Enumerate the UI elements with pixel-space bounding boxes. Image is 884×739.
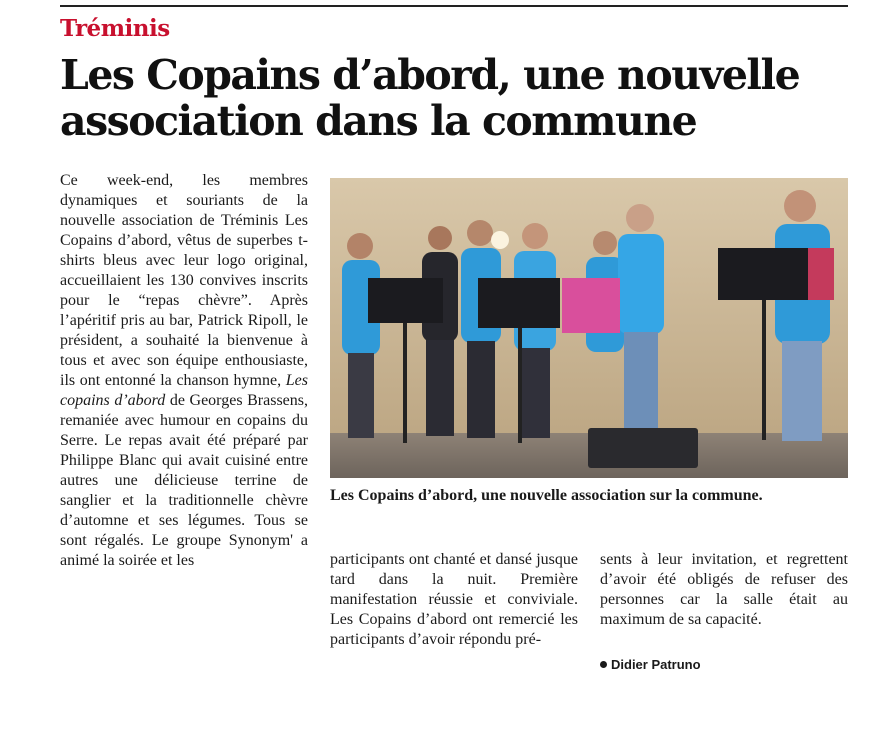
article-column-2: participants ont chanté et dansé jusque tard dans la nuit. Première manifestation réussie et conviviale. Les Copains d’abord ont remercié les participants d’avoir répondu pré- [330, 551, 578, 648]
article-column-1 [60, 171, 308, 571]
photo-illustration [330, 178, 848, 478]
top-rule [60, 5, 848, 7]
byline [600, 657, 701, 672]
author-name: Didier Patruno [611, 657, 701, 672]
stage-light [491, 231, 509, 249]
section-kicker: Tréminis [60, 15, 170, 42]
article-column-3: sents à leur invitation, et regrettent d’avoir été obligés de refuser des personnes car la salle était au maximum de sa capacité. [600, 551, 848, 628]
article-photo [330, 178, 848, 478]
column-1-text-a: Ce week-end, les membres dynamiques et souriants de la nouvelle association de Tréminis Les Copains d’abord, vêtus de superbes t-shirts bleus avec leur logo original, accueillaient les 130 convives inscrits pour le “repas chèvre”. Après l’apéritif pris au bar, Patrick Ripoll, le président, a souhaité la bienvenue à tous et avec son équipe enthousiaste, ils ont entonné la chanson hymne, [60, 172, 308, 389]
speaker [588, 428, 698, 468]
headline: Les Copains d’abord, une nouvelle association dans la commune [60, 51, 800, 145]
photo-caption: Les Copains d’abord, une nouvelle association sur la commune. [330, 487, 763, 504]
column-1-text-b: de Georges Brassens, remaniée avec humour en copains du Serre. Le repas avait été préparé par Philippe Blanc qui avait cuisiné entre autres une délicieuse terrine de sanglier et la traditionnelle chèvre d’automne et ses légumes. Tous se sont régalés. Le groupe Synonym' a animé la soirée et les [60, 392, 308, 569]
bullet-icon [600, 661, 607, 668]
song-title: Les copains d’abord [60, 372, 308, 409]
